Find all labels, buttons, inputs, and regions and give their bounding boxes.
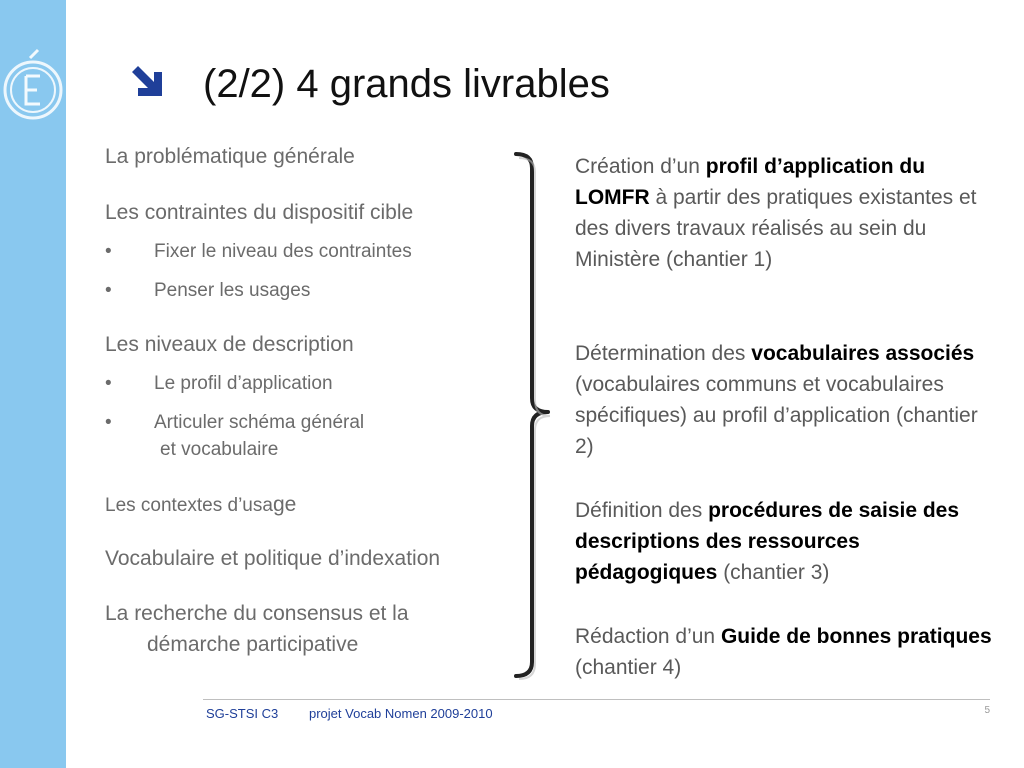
deliverable-1-pre: Création d’un [575, 155, 706, 178]
deliverable-1-post: à partir des pratiques existantes et des divers travaux réalisés au sein du Ministère (chantier 1) [575, 186, 977, 271]
deliverable-2-bold: vocabulaires associés [751, 342, 975, 365]
deliverable-3-bold: procédures de saisie des descriptions des ressources pédagogiques [575, 499, 960, 584]
bullet-dot: • [105, 373, 112, 394]
deliverable-3-post: (chantier 3) [717, 561, 830, 584]
deliverable-1 [575, 151, 1000, 275]
deliverable-2-pre: Détermination des [575, 342, 752, 365]
footer-org: SG-STSI C3 [206, 706, 279, 721]
deliverable-4-bold: Guide de bonnes pratiques [720, 625, 992, 648]
deliverable-4-pre: Rédaction d’un [575, 625, 721, 648]
bullet-text: Penser les usages [154, 280, 311, 301]
deliverable-3 [575, 495, 1000, 588]
outline-consensus-line2: démarche participative [147, 633, 359, 656]
deliverable-3-pre: Définition des [575, 499, 709, 522]
footer-divider [203, 699, 990, 700]
bullet-text: Fixer le niveau des contraintes [154, 241, 412, 262]
outline-contextes [105, 493, 296, 517]
deliverable-4 [575, 621, 1000, 683]
bullet-dot: • [105, 280, 112, 301]
outline-problematique: La problématique générale [105, 145, 355, 168]
bullet-text: Le profil d’application [154, 373, 333, 394]
deliverable-4-post: (chantier 4) [575, 656, 682, 679]
ministry-logo-icon [2, 46, 64, 126]
deliverable-2 [575, 338, 1000, 462]
arrow-down-right-icon [130, 64, 166, 100]
bullet-text: et vocabulaire [160, 439, 279, 460]
footer-project: projet Vocab Nomen 2009-2010 [309, 706, 493, 721]
deliverable-1-bold: profil d’application du LOMFR [575, 155, 926, 209]
outline-contraintes: Les contraintes du dispositif cible [105, 201, 414, 224]
outline-consensus-line1: La recherche du consensus et la [105, 602, 409, 625]
right-brace-icon [510, 150, 560, 680]
slide-title: (2/2) 4 grands livrables [203, 62, 610, 106]
bullet-dot: • [105, 412, 112, 433]
outline-niveaux: Les niveaux de description [105, 333, 354, 356]
deliverable-2-post: (vocabulaires communs et vocabulaires spécifiques) au profil d’application (chantier 2) [575, 373, 978, 458]
bullet-dot: • [105, 241, 112, 262]
bullet-text: Articuler schéma général [154, 412, 365, 433]
outline-contextes-a: Les contextes d’usa [105, 495, 273, 516]
page-number: 5 [984, 705, 990, 716]
outline-contextes-b: ge [272, 493, 297, 516]
outline-vocabulaire: Vocabulaire et politique d’indexation [105, 547, 441, 570]
